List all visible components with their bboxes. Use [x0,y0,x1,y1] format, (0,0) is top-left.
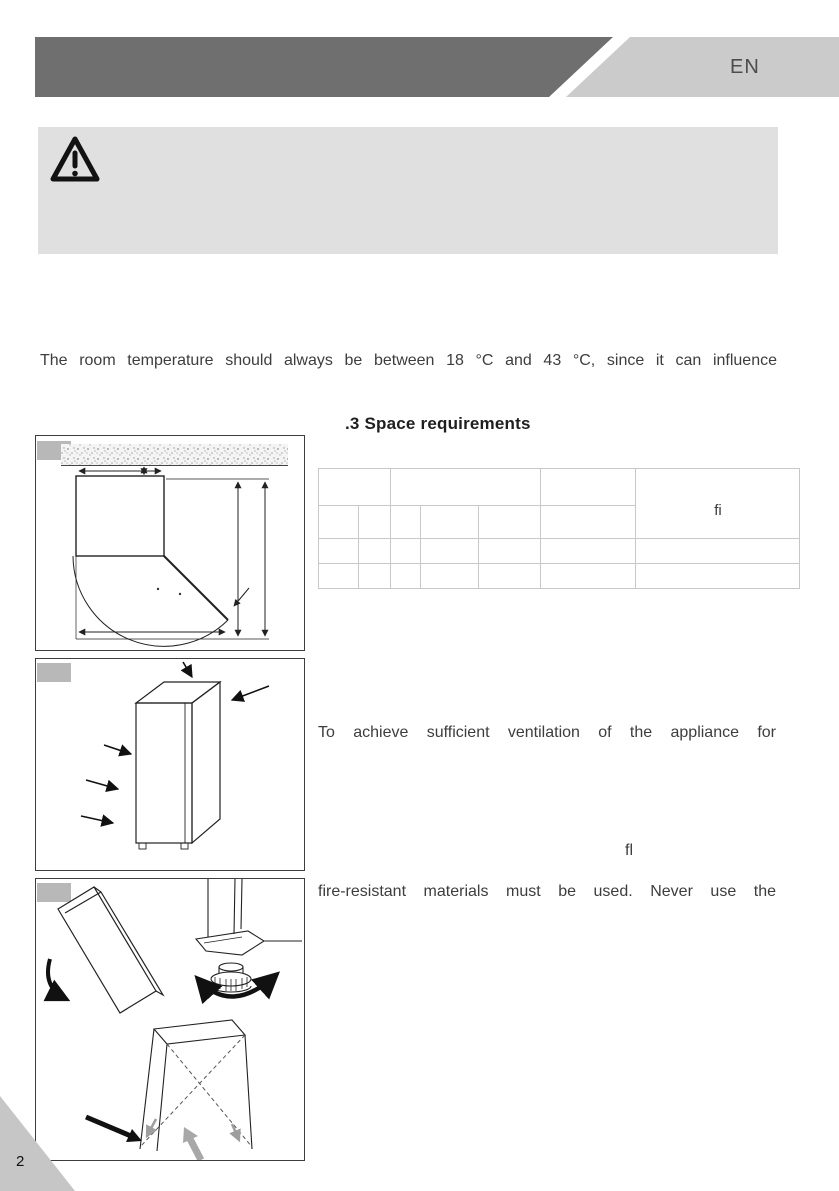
tilted-door-panel [58,887,163,1013]
section-heading: .3 Space requirements [345,414,531,433]
corner-triangle [0,1096,76,1191]
knurl-ticks [215,977,247,991]
wall-hatch [61,444,288,466]
fire-paragraph: fire-resistant materials must be used. Never use the [318,883,776,900]
appliance-isometric [136,682,220,849]
corner-mark-left [147,1119,156,1136]
language-label: EN [730,56,760,78]
figure-label-box [37,663,71,682]
appliance-top-view [73,476,228,646]
header-banner [0,0,839,120]
figure-door-clearance [35,435,305,651]
page-number: 2 [16,1153,25,1170]
airflow-arrows [81,662,269,823]
base-column-diagram [86,1020,252,1160]
open-door-line [164,556,228,620]
space-requirements-table [318,468,800,589]
door-swing-arc [73,556,228,646]
table-note-text: fi [714,502,722,519]
table-gridlines [318,468,800,589]
adjustable-foot-assembly [196,879,302,992]
press-arrow-black [86,1117,142,1142]
header-light-band [566,37,839,97]
dimension-arrows [76,467,269,639]
press-arrow-gray [183,1127,201,1160]
header-dark-band [35,37,613,97]
intro-paragraph: The room temperature should always be between 18 °C and 43 °C, since it can influence [40,352,777,369]
warning-panel [38,127,778,254]
ligature-fl-text: fl [625,842,633,859]
figure-label-box [37,883,71,902]
tilt-rotation-arrow [48,959,66,999]
ventilation-paragraph: To achieve sufficient ventilation of the appliance for [318,724,776,741]
warning-icon [48,134,102,186]
figure-ventilation [35,658,305,871]
